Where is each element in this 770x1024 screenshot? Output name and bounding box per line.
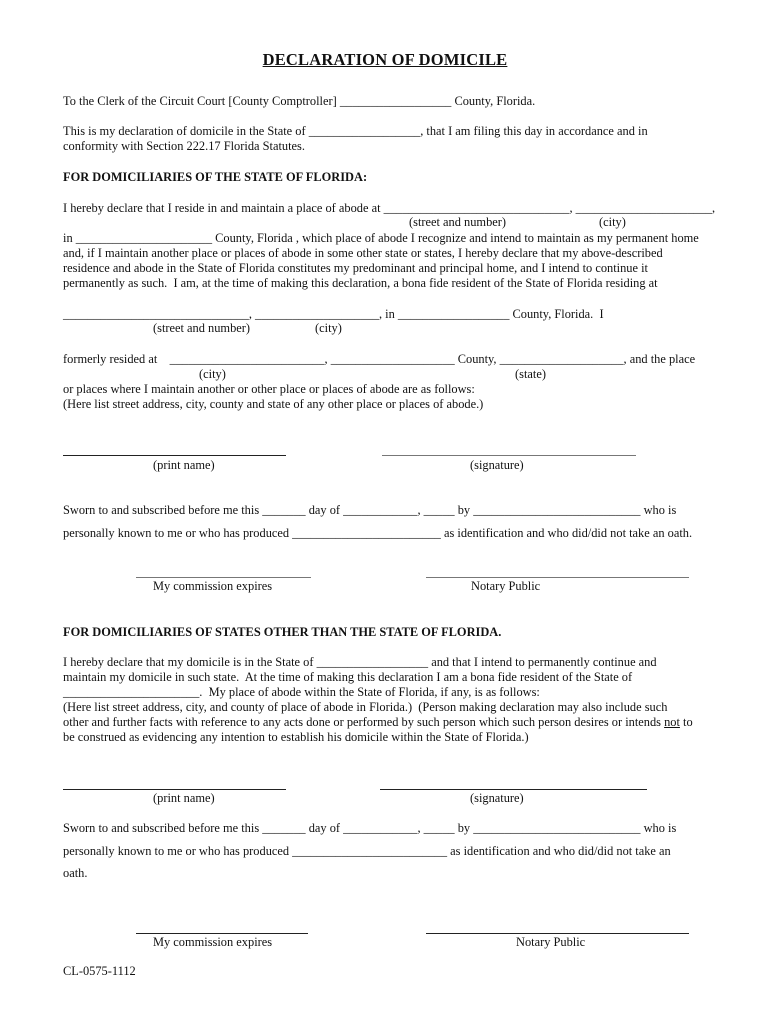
- other-paragraph-line-6: be construed as evidencing any intention to establish his domicile within the State of Florida.): [63, 730, 529, 744]
- florida-sworn-line: Sworn to and subscribed before me this _______ day of ____________, _____ by ___________________________ who is: [63, 503, 677, 517]
- florida-paragraph-line-3: residence and abode in the State of Florida constitutes my predominant and principal home, and I intend to continue it: [63, 261, 648, 275]
- other-sworn-line: Sworn to and subscribed before me this _______ day of ____________, _____ by ___________________________ who is: [63, 821, 677, 835]
- emphasis-not: not: [664, 715, 680, 729]
- declaration-line-2: conformity with Section 222.17 Florida Statutes.: [63, 139, 305, 153]
- other-print-name-line: [63, 789, 286, 790]
- other-section-heading: FOR DOMICILIARIES OF STATES OTHER THAN THE STATE OF FLORIDA.: [63, 625, 502, 639]
- florida-print-name-line: [63, 455, 286, 456]
- other-print-name-caption: (print name): [153, 791, 215, 805]
- florida-residing-line: ______________________________, ____________________, in __________________ County, Florida. I: [63, 307, 604, 321]
- florida-paragraph-line-1: in ______________________ County, Florida , which place of abode I recognize and intend to maintain as my permanent home: [63, 231, 699, 245]
- other-paragraph-line-5-text: other and further facts with reference to any acts done or performed by such person which such person desires or intends: [63, 715, 665, 729]
- other-notary-line: [426, 933, 689, 934]
- florida-reside-line: I hereby declare that I reside in and maintain a place of abode at ______________________________, ______________________,: [63, 201, 716, 215]
- florida-reside-caption-street: (street and number): [409, 215, 507, 229]
- other-commission-caption: My commission expires: [153, 935, 273, 949]
- declaration-line-1: This is my declaration of domicile in the State of __________________, that I am filing this day in accordance and in: [63, 124, 648, 138]
- other-known-line: personally known to me or who has produced _________________________ as identification and who did/did not take an: [63, 844, 671, 858]
- florida-commission-line: [136, 577, 311, 578]
- florida-print-name-caption: (print name): [153, 458, 215, 472]
- other-paragraph-line-4: (Here list street address, city, and county of place of abode in Florida.) (Person making declaration may also include such: [63, 700, 668, 714]
- other-paragraph-line-2: maintain my domicile in such state. At the time of making this declaration I am a bona fide resident of the State of: [63, 670, 633, 684]
- florida-formerly-line: formerly resided at _________________________, ____________________ County, ____________________, and the place: [63, 352, 696, 366]
- florida-reside-caption-city: (city): [599, 215, 626, 229]
- florida-section-heading: FOR DOMICILIARIES OF THE STATE OF FLORIDA:: [63, 170, 368, 184]
- other-paragraph-line-5-tail: to: [679, 715, 693, 729]
- other-notary-caption: Notary Public: [516, 935, 586, 949]
- florida-known-line: personally known to me or who has produced ________________________ as identification and who did/did not take an oath.: [63, 526, 693, 540]
- other-signature-caption: (signature): [470, 791, 524, 805]
- florida-commission-caption: My commission expires: [153, 579, 273, 593]
- florida-residing-caption-street: (street and number): [153, 321, 251, 335]
- florida-paragraph-line-4: permanently as such. I am, at the time of making this declaration, a bona fide resident of the State of Florida residing at: [63, 276, 658, 290]
- florida-notary-caption: Notary Public: [471, 579, 541, 593]
- other-commission-line: [136, 933, 308, 934]
- form-number: CL-0575-1112: [63, 964, 136, 978]
- florida-places-line-1: or places where I maintain another or other place or places of abode are as follows:: [63, 382, 475, 396]
- florida-paragraph-line-2: and, if I maintain another place or places of abode in some other state or states, I hereby declare that my above-described: [63, 246, 663, 260]
- florida-signature-line: [382, 455, 636, 456]
- florida-formerly-caption-state: (state): [515, 367, 546, 381]
- other-paragraph-line-5: [63, 715, 693, 730]
- other-paragraph-line-1: I hereby declare that my domicile is in the State of __________________ and that I intend to permanently continue and: [63, 655, 657, 669]
- florida-signature-caption: (signature): [470, 458, 524, 472]
- other-signature-line: [380, 789, 647, 790]
- florida-notary-line: [426, 577, 689, 578]
- clerk-line: To the Clerk of the Circuit Court [County Comptroller] __________________ County, Florida.: [63, 94, 536, 108]
- florida-residing-caption-city: (city): [315, 321, 342, 335]
- page-title: DECLARATION OF DOMICILE: [262, 50, 508, 69]
- other-oath-line: oath.: [63, 866, 88, 880]
- florida-places-line-2: (Here list street address, city, county and state of any other place or places of abode.): [63, 397, 484, 411]
- florida-formerly-caption-city: (city): [199, 367, 226, 381]
- other-paragraph-line-3: ______________________. My place of abode within the State of Florida, if any, is as follows:: [63, 685, 540, 699]
